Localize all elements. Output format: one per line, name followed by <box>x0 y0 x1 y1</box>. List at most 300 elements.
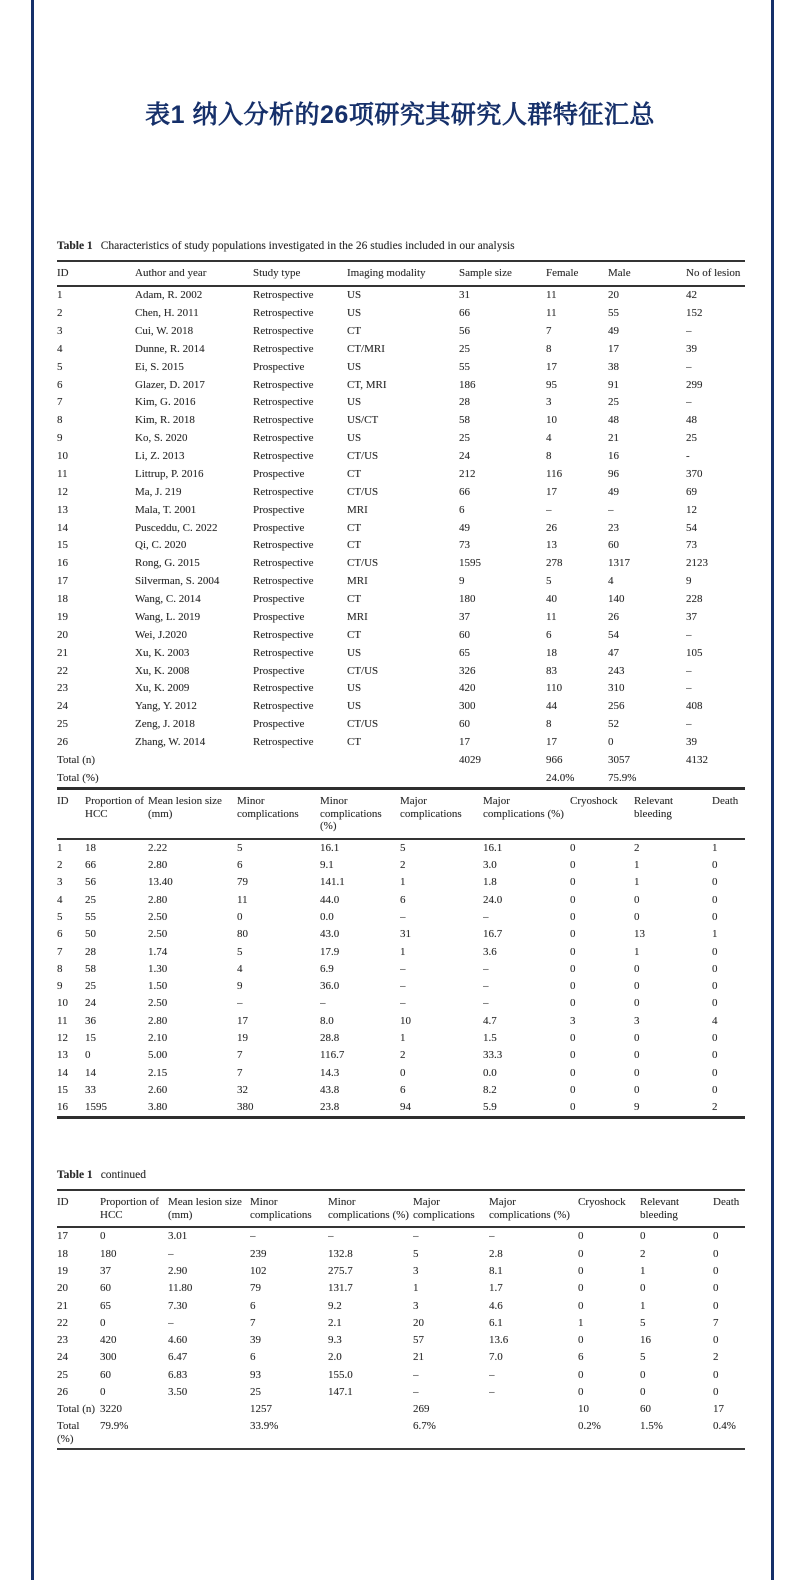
table-cell: 54 <box>686 521 697 534</box>
column-header: ID <box>57 795 69 807</box>
table-cell: Prospective <box>253 467 305 480</box>
table-cell: 6 <box>250 1351 256 1364</box>
table-cell: Silverman, S. 2004 <box>135 575 220 588</box>
table-cell: 17 <box>713 1403 724 1416</box>
table-cell: 6.47 <box>168 1351 188 1364</box>
table-cell: 0 <box>640 1385 646 1398</box>
table-cell: Qi, C. 2020 <box>135 539 187 552</box>
table-cell: 0 <box>570 945 576 958</box>
column-header: Major complications (%) <box>489 1196 570 1221</box>
table-cell: 23.8 <box>320 1101 340 1114</box>
table-row <box>57 304 745 322</box>
table-cell: 1 <box>578 1316 584 1329</box>
table-row <box>57 1012 745 1029</box>
table-cell: - <box>686 450 690 463</box>
table-cell: 5.00 <box>148 1049 168 1062</box>
table-cell: 1.74 <box>148 945 168 958</box>
table-cell: 2.60 <box>148 1083 168 1096</box>
table-cell: 8.2 <box>483 1083 497 1096</box>
table-row <box>57 716 745 734</box>
table-cell: – <box>483 997 489 1010</box>
table-cell: – <box>400 980 406 993</box>
column-header: Death <box>713 1196 740 1208</box>
table-cell: US <box>347 700 362 713</box>
table-cell: Ko, S. 2020 <box>135 432 188 445</box>
header-row <box>57 1190 745 1227</box>
table-cell: 20 <box>57 628 68 641</box>
study-population-table <box>57 260 745 787</box>
left-border-line <box>31 0 34 1580</box>
table-cell: 10 <box>57 997 68 1010</box>
table-cell: 0 <box>712 893 718 906</box>
table-cell: – <box>237 997 243 1010</box>
table-cell: 0 <box>634 997 640 1010</box>
table-cell: 1595 <box>459 557 481 570</box>
table-row <box>57 857 745 874</box>
table-cell: 228 <box>686 593 703 606</box>
table-cell: 2 <box>634 841 640 854</box>
table-cell: 6 <box>546 628 552 641</box>
table-cell: 16 <box>57 1101 68 1114</box>
table-header <box>57 261 745 286</box>
table-row <box>57 680 745 698</box>
table-cell: 36 <box>85 1014 96 1027</box>
table-cell: 0 <box>570 1083 576 1096</box>
table-cell: – <box>483 980 489 993</box>
table-cell: Retrospective <box>253 396 314 409</box>
table-cell: 60 <box>640 1403 651 1416</box>
table-cell: 6.7% <box>413 1420 436 1433</box>
table-cell: 31 <box>400 928 411 941</box>
table-cell: 0 <box>570 1049 576 1062</box>
table-cell: 0 <box>712 1083 718 1096</box>
table-cell: – <box>608 503 614 516</box>
table-cell: 25 <box>459 432 470 445</box>
table-cell: 300 <box>459 700 476 713</box>
table-cell: Chen, H. 2011 <box>135 307 199 320</box>
table-cell: 39 <box>686 342 697 355</box>
table-cell: 16 <box>640 1334 651 1347</box>
table-cell: 10 <box>400 1014 411 1027</box>
table-cell: 2.22 <box>148 841 168 854</box>
table-cell: 10 <box>546 414 557 427</box>
table-cell: 3 <box>413 1299 419 1312</box>
table-cell: 155.0 <box>328 1368 353 1381</box>
table-cell: 28 <box>459 396 470 409</box>
table-cell: 16.7 <box>483 928 503 941</box>
table-cell: CT/MRI <box>347 342 385 355</box>
table-cell: 3 <box>57 324 63 337</box>
table-cell: 0 <box>570 1066 576 1079</box>
table-cell: – <box>686 324 692 337</box>
table-cell: 2.8 <box>489 1247 503 1260</box>
table-cell: Kim, G. 2016 <box>135 396 196 409</box>
table-cell: 3.01 <box>168 1230 188 1243</box>
table-cell: 4 <box>608 575 614 588</box>
table-cell: 408 <box>686 700 703 713</box>
table-row <box>57 1030 745 1047</box>
table-cell: 105 <box>686 646 703 659</box>
table-cell: 24 <box>57 1351 68 1364</box>
table-cell: 1.30 <box>148 962 168 975</box>
table-cell: 0 <box>578 1334 584 1347</box>
table-row <box>57 733 745 751</box>
table-cell: 2 <box>713 1351 719 1364</box>
table-row <box>57 1081 745 1098</box>
table-cell: 0 <box>712 1049 718 1062</box>
table-row <box>57 537 745 555</box>
table-row <box>57 1384 745 1401</box>
table-cell: 0 <box>634 911 640 924</box>
table-cell: 239 <box>250 1247 267 1260</box>
table-cell: 16.1 <box>320 841 340 854</box>
column-header: Cryoshock <box>578 1196 626 1208</box>
table-cell: 11.80 <box>168 1282 193 1295</box>
table-cell: 6 <box>400 893 406 906</box>
table-cell <box>253 751 347 769</box>
table-continued-caption-label: Table 1 <box>57 1169 93 1181</box>
table-cell: 0 <box>570 997 576 1010</box>
table-cell: 370 <box>686 467 703 480</box>
table-cell: Zhang, W. 2014 <box>135 736 206 749</box>
table-cell: 0 <box>100 1316 106 1329</box>
table-cell: 3 <box>546 396 552 409</box>
table-cell: 24 <box>459 450 470 463</box>
table-row <box>57 1366 745 1383</box>
table-cell: 6.83 <box>168 1368 188 1381</box>
table-cell: Retrospective <box>253 646 314 659</box>
column-header: Major complications (%) <box>483 795 564 820</box>
table-cell: Prospective <box>253 718 305 731</box>
table-cell <box>168 1401 250 1418</box>
table-cell: – <box>489 1385 495 1398</box>
table-cell: 1.5 <box>483 1031 497 1044</box>
table-cell: Wang, L. 2019 <box>135 610 201 623</box>
table-cell: 0 <box>640 1282 646 1295</box>
table-cell: 0 <box>712 1031 718 1044</box>
table-cell: – <box>413 1368 419 1381</box>
table-cell: 4 <box>712 1014 718 1027</box>
table-cell: 2.50 <box>148 997 168 1010</box>
table-cell: US <box>347 396 362 409</box>
table-cell: 20 <box>57 1282 68 1295</box>
table-cell: 12 <box>57 485 68 498</box>
table-cell: 0 <box>713 1230 719 1243</box>
table-cell: Glazer, D. 2017 <box>135 378 205 391</box>
table-cell: 19 <box>57 610 68 623</box>
table-cell: 0.2% <box>578 1420 601 1433</box>
table-cell: 13 <box>57 503 68 516</box>
column-header: Sample size <box>459 267 512 279</box>
table-cell: 4029 <box>459 753 481 766</box>
table-cell: CT/US <box>347 557 379 570</box>
table-cell: 39 <box>686 736 697 749</box>
table-cell: 420 <box>459 682 476 695</box>
scanned-table-figure <box>57 240 745 1450</box>
table-cell: 13 <box>546 539 557 552</box>
table-cell: CT <box>347 539 362 552</box>
table-cell: 65 <box>459 646 470 659</box>
table-cell: CT <box>347 521 362 534</box>
table-row <box>57 1332 745 1349</box>
table-cell: Xu, K. 2009 <box>135 682 190 695</box>
table-cell: 37 <box>459 610 470 623</box>
table-cell: 58 <box>85 962 96 975</box>
table-cell: 6 <box>400 1083 406 1096</box>
table-cell: 55 <box>459 360 470 373</box>
table-row <box>57 1099 745 1118</box>
table-cell: – <box>489 1368 495 1381</box>
table-cell: Total (n) <box>57 1403 96 1416</box>
table-cell: 65 <box>100 1299 111 1312</box>
table-cell: 0 <box>608 736 614 749</box>
table-cell: 0 <box>640 1368 646 1381</box>
table-cell: 80 <box>237 928 248 941</box>
table-cell: Prospective <box>253 360 305 373</box>
table-cell: 26 <box>608 610 619 623</box>
table-row <box>57 1401 745 1418</box>
table-cell: 0 <box>570 841 576 854</box>
table-cell: 9.3 <box>328 1334 342 1347</box>
table-cell: – <box>320 997 326 1010</box>
table-cell: 0 <box>712 876 718 889</box>
table-cell: US/CT <box>347 414 379 427</box>
table-cell: US <box>347 360 362 373</box>
table-row <box>57 698 745 716</box>
column-header: Minor complications <box>237 795 299 820</box>
table-cell: CT/US <box>347 664 379 677</box>
table-cell: 12 <box>57 1031 68 1044</box>
table-cell: CT/US <box>347 485 379 498</box>
table-cell <box>459 769 546 787</box>
table-cell: Retrospective <box>253 700 314 713</box>
table-cell: 6.9 <box>320 962 334 975</box>
table-cell: Wang, C. 2014 <box>135 593 201 606</box>
right-border-line <box>771 0 774 1580</box>
table-cell: 326 <box>459 664 476 677</box>
table-cell: 17 <box>608 342 619 355</box>
table-cell: 5 <box>640 1351 646 1364</box>
table-cell: 13 <box>634 928 645 941</box>
table-cell: 147.1 <box>328 1385 353 1398</box>
table-cell: CT/US <box>347 450 379 463</box>
table-row <box>57 286 745 305</box>
table-cell: 7 <box>713 1316 719 1329</box>
table-cell: 0 <box>578 1264 584 1277</box>
table-cell: 2.50 <box>148 911 168 924</box>
table-cell: 43.0 <box>320 928 340 941</box>
table-cell: 0 <box>712 997 718 1010</box>
table-row <box>57 483 745 501</box>
table-row <box>57 322 745 340</box>
table-cell: 19 <box>57 1264 68 1277</box>
table-cell: 0.0 <box>320 911 334 924</box>
table-cell: 2.1 <box>328 1316 342 1329</box>
table-cell: 25 <box>57 1368 68 1381</box>
table-cell: 15 <box>57 1083 68 1096</box>
table-cell: 18 <box>85 841 96 854</box>
table-cell: 49 <box>459 521 470 534</box>
table-row <box>57 891 745 908</box>
table-cell: 3 <box>634 1014 640 1027</box>
table-cell: 7.30 <box>168 1299 188 1312</box>
table-cell: 39 <box>250 1334 261 1347</box>
column-header: Proportion of HCC <box>85 795 144 820</box>
table-cell <box>489 1401 578 1418</box>
table-cell: 26 <box>57 1385 68 1398</box>
table-cell: Retrospective <box>253 557 314 570</box>
table-row <box>57 1064 745 1081</box>
table-cell: – <box>328 1230 334 1243</box>
table-cell: 25 <box>85 980 96 993</box>
table-cell: 6 <box>250 1299 256 1312</box>
table-cell: Prospective <box>253 664 305 677</box>
table-cell: Retrospective <box>253 342 314 355</box>
column-header: Relevant bleeding <box>640 1196 680 1221</box>
table-cell: 5 <box>57 360 63 373</box>
table-cell: 31 <box>459 289 470 302</box>
table-cell: 28 <box>85 945 96 958</box>
table-row <box>57 376 745 394</box>
table-cell: 18 <box>57 1247 68 1260</box>
table-cell: 0 <box>634 962 640 975</box>
table-cell: 9.2 <box>328 1299 342 1312</box>
table-cell: 269 <box>413 1403 430 1416</box>
table-cell: 25 <box>57 718 68 731</box>
table-cell: 110 <box>546 682 563 695</box>
table-cell: 24 <box>57 700 68 713</box>
table-cell: 4 <box>57 342 63 355</box>
column-header: Minor complications <box>250 1196 312 1221</box>
table-cell: 1 <box>712 928 718 941</box>
table-cell <box>489 1418 578 1449</box>
table-cell: 0 <box>712 945 718 958</box>
table-cell: 3.0 <box>483 859 497 872</box>
table-cell: 2.90 <box>168 1264 188 1277</box>
table-cell: 1 <box>634 859 640 872</box>
table-cell: 300 <box>100 1351 117 1364</box>
table-row <box>57 447 745 465</box>
table-cell: MRI <box>347 610 368 623</box>
column-header: Cryoshock <box>570 795 618 807</box>
table-cell: 40 <box>546 593 557 606</box>
table-row <box>57 519 745 537</box>
table-body <box>57 1227 745 1449</box>
table-cell: 2 <box>640 1247 646 1260</box>
table-cell: 1595 <box>85 1101 107 1114</box>
table-cell: 8 <box>546 718 552 731</box>
table-cell: 132.8 <box>328 1247 353 1260</box>
table-cell: 8.0 <box>320 1014 334 1027</box>
table-cell: 0 <box>634 1031 640 1044</box>
table-cell: 0 <box>570 1031 576 1044</box>
table-row <box>57 644 745 662</box>
table-row <box>57 960 745 977</box>
table-cell: 4 <box>237 962 243 975</box>
table-row <box>57 662 745 680</box>
page-title: 表1 纳入分析的26项研究其研究人群特征汇总 <box>145 100 655 129</box>
table-cell: 0.4% <box>713 1420 736 1433</box>
table-cell: 9 <box>686 575 692 588</box>
table-cell: 141.1 <box>320 876 345 889</box>
table-cell: 14 <box>57 1066 68 1079</box>
table-cell: 3.50 <box>168 1385 188 1398</box>
table-cell: Retrospective <box>253 682 314 695</box>
column-header: No of lesion <box>686 267 741 279</box>
table-cell: 8.1 <box>489 1264 503 1277</box>
table-cell: 25 <box>686 432 697 445</box>
table-cell: 44.0 <box>320 893 340 906</box>
table-cell: 66 <box>459 485 470 498</box>
table-cell: 0 <box>713 1247 719 1260</box>
table-cell: Littrup, P. 2016 <box>135 467 204 480</box>
table-cell: 243 <box>608 664 625 677</box>
table-cell: – <box>686 360 692 373</box>
table-cell: 55 <box>608 307 619 320</box>
table-cell: 18 <box>57 593 68 606</box>
table-cell: Zeng, J. 2018 <box>135 718 195 731</box>
table-cell: 10 <box>57 450 68 463</box>
table-cell: 0 <box>712 980 718 993</box>
table-cell: 24 <box>85 997 96 1010</box>
table-cell: 83 <box>546 664 557 677</box>
table-cell: 3057 <box>608 753 630 766</box>
table-cell: 0 <box>712 962 718 975</box>
table-cell: 6.1 <box>489 1316 503 1329</box>
table-cell: Adam, R. 2002 <box>135 289 203 302</box>
table-cell: 52 <box>608 718 619 731</box>
table-caption-label: Table 1 <box>57 240 93 252</box>
table-cell: Ma, J. 219 <box>135 485 182 498</box>
table-cell: 0 <box>578 1368 584 1381</box>
table-cell: 79 <box>237 876 248 889</box>
table-cell: 16 <box>608 450 619 463</box>
table-cell: 14 <box>85 1066 96 1079</box>
table-row <box>57 751 745 769</box>
table-row <box>57 394 745 412</box>
table-cell: Rong, G. 2015 <box>135 557 200 570</box>
column-header: Imaging modality <box>347 267 426 279</box>
table-cell: Retrospective <box>253 736 314 749</box>
table-cell: 3 <box>570 1014 576 1027</box>
table-cell: 1 <box>400 945 406 958</box>
table-cell: Retrospective <box>253 414 314 427</box>
table-cell: 0 <box>570 980 576 993</box>
table-cell: Retrospective <box>253 378 314 391</box>
table-cell: 6 <box>57 378 63 391</box>
table-cell: 5 <box>640 1316 646 1329</box>
table-cell: 17.9 <box>320 945 340 958</box>
table-cell: Prospective <box>253 521 305 534</box>
table-cell: 278 <box>546 557 563 570</box>
column-header: Study type <box>253 267 301 279</box>
table-cell: Retrospective <box>253 432 314 445</box>
table-cell: – <box>686 628 692 641</box>
table-cell: 0 <box>712 1066 718 1079</box>
table-cell: 25 <box>250 1385 261 1398</box>
table-continued-block <box>57 1169 745 1450</box>
table-cell: Ei, S. 2015 <box>135 360 184 373</box>
table-cell: 11 <box>57 467 68 480</box>
table-cell: 7 <box>237 1066 243 1079</box>
table-cell: 55 <box>85 911 96 924</box>
table-cell: 54 <box>608 628 619 641</box>
table-cell: 1.50 <box>148 980 168 993</box>
table-cell: 24.0 <box>483 893 503 906</box>
table-row <box>57 839 745 857</box>
table-row <box>57 909 745 926</box>
table-cell: US <box>347 307 362 320</box>
